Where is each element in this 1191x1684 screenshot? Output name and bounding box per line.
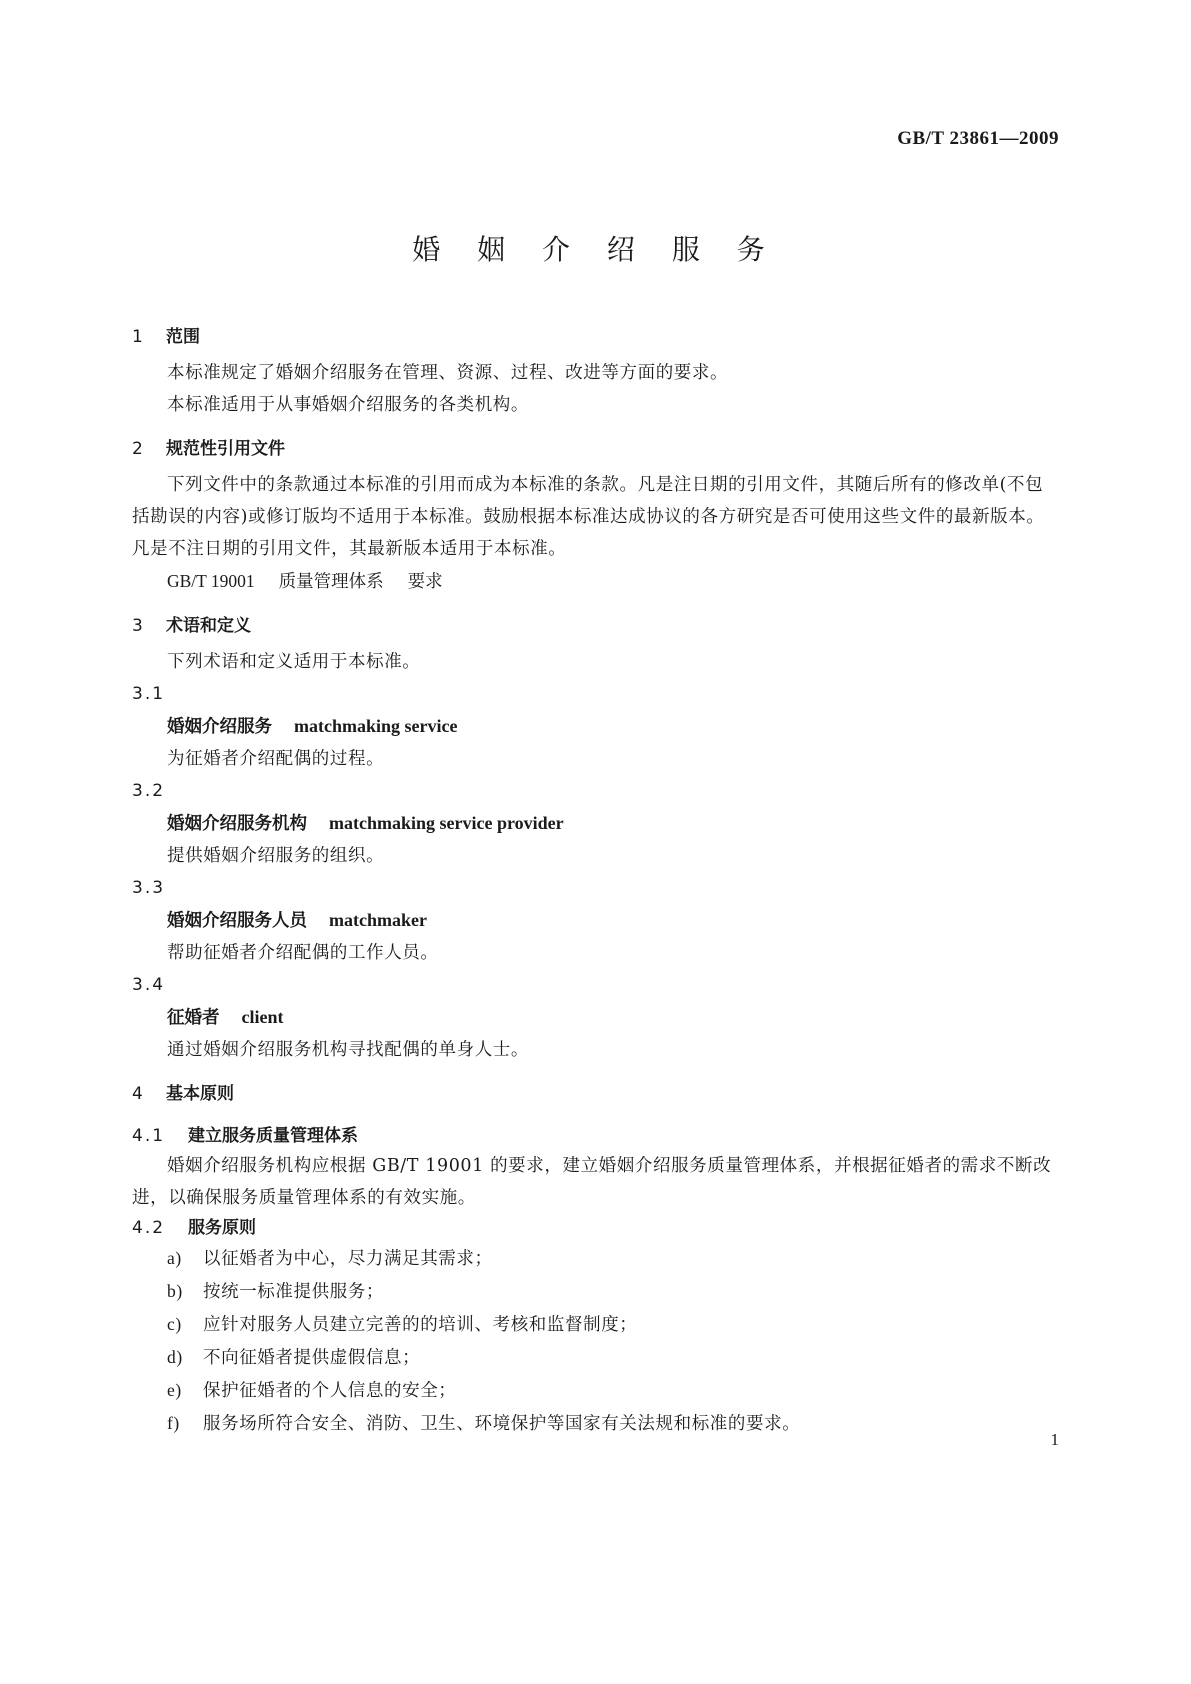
list-item [132, 1374, 1059, 1407]
page-number: 1 [1050, 1430, 1059, 1449]
document-body [132, 323, 1059, 1440]
term-name [132, 1001, 1059, 1034]
paragraph: 本标准适用于从事婚姻介绍服务的各类机构。 [167, 395, 529, 415]
list-item [132, 1407, 1059, 1440]
term-definition: 为征婚者介绍配偶的过程。 [167, 749, 385, 769]
paragraph: 婚姻介绍服务机构应根据 GB/T 19001 的要求，建立婚姻介绍服务质量管理体系，并根据征婚者的需求不断改进，以确保服务质量管理体系的有效实施。 [132, 1156, 1052, 1208]
term-definition: 帮助征婚者介绍配偶的工作人员。 [167, 943, 439, 963]
section-1-heading [132, 323, 1059, 351]
term-number: 3.1 [132, 684, 166, 704]
list-marker: c) [167, 1314, 182, 1334]
subsection-title: 建立服务质量管理体系 [188, 1126, 358, 1146]
list-text: 不向征婚者提供虚假信息； [203, 1348, 421, 1368]
term-definition: 通过婚姻介绍服务机构寻找配偶的单身人士。 [167, 1040, 529, 1060]
section-2-heading [132, 435, 1059, 463]
term-number: 3.3 [132, 878, 166, 898]
section-number: 1 [132, 327, 143, 347]
standard-code: GB/T 23861—2009 [897, 128, 1059, 149]
list-item [132, 1242, 1059, 1275]
paragraph: 本标准规定了婚姻介绍服务在管理、资源、过程、改进等方面的要求。 [167, 363, 729, 383]
list-text: 按统一标准提供服务； [203, 1282, 384, 1302]
paragraph: 下列术语和定义适用于本标准。 [167, 652, 421, 672]
list-marker: e) [167, 1380, 182, 1400]
reference-title: 质量管理体系 [278, 572, 384, 592]
section-title: 基本原则 [166, 1084, 234, 1104]
subsection-number: 4.2 [132, 1218, 166, 1238]
section-title: 术语和定义 [166, 616, 251, 636]
reference-code: GB/T 19001 [167, 571, 255, 591]
term-name-zh: 婚姻介绍服务 [167, 717, 272, 737]
term-name-en: matchmaking service [294, 716, 458, 736]
section-number: 2 [132, 439, 143, 459]
term-name-en: client [241, 1007, 284, 1027]
list-marker: f) [167, 1413, 180, 1433]
term-number: 3.4 [132, 975, 166, 995]
paragraph: 下列文件中的条款通过本标准的引用而成为本标准的条款。凡是注日期的引用文件，其随后所有的修改单(不包括勘误的内容)或修订版均不适用于本标准。鼓励根据本标准达成协议的各方研究是否可使用这些文件的最新版本。凡是不注日期的引用文件，其最新版本适用于本标准。 [132, 475, 1045, 559]
section-4-heading [132, 1080, 1059, 1108]
list-item [132, 1275, 1059, 1308]
subsection-4-1-heading [132, 1122, 1059, 1150]
reference-suffix: 要求 [407, 572, 443, 592]
list-marker: a) [167, 1248, 182, 1268]
term-name [132, 904, 1059, 937]
section-title: 范围 [166, 327, 200, 347]
term-name-en: matchmaker [329, 910, 427, 930]
list-text: 以征婚者为中心，尽力满足其需求； [203, 1249, 493, 1269]
document-title: 婚 姻 介 绍 服 务 [412, 233, 779, 266]
section-title: 规范性引用文件 [166, 439, 285, 459]
subsection-number: 4.1 [132, 1126, 166, 1146]
list-item [132, 1308, 1059, 1341]
section-number: 4 [132, 1084, 143, 1104]
list-marker: d) [167, 1347, 183, 1367]
section-3-heading [132, 612, 1059, 640]
subsection-4-2-heading [132, 1214, 1059, 1242]
term-definition: 提供婚姻介绍服务的组织。 [167, 846, 385, 866]
term-name-zh: 婚姻介绍服务人员 [167, 911, 307, 931]
list-item [132, 1341, 1059, 1374]
term-name-zh: 婚姻介绍服务机构 [167, 814, 307, 834]
term-name-en: matchmaking service provider [329, 813, 564, 833]
subsection-title: 服务原则 [188, 1218, 256, 1238]
list-text: 应针对服务人员建立完善的的培训、考核和监督制度； [203, 1315, 638, 1335]
term-name [132, 710, 1059, 743]
term-number: 3.2 [132, 781, 166, 801]
list-text: 服务场所符合安全、消防、卫生、环境保护等国家有关法规和标准的要求。 [203, 1414, 801, 1434]
section-number: 3 [132, 616, 143, 636]
list-text: 保护征婚者的个人信息的安全； [203, 1381, 457, 1401]
term-name [132, 807, 1059, 840]
normative-reference [132, 565, 1059, 598]
term-name-zh: 征婚者 [167, 1008, 220, 1028]
list-marker: b) [167, 1281, 183, 1301]
